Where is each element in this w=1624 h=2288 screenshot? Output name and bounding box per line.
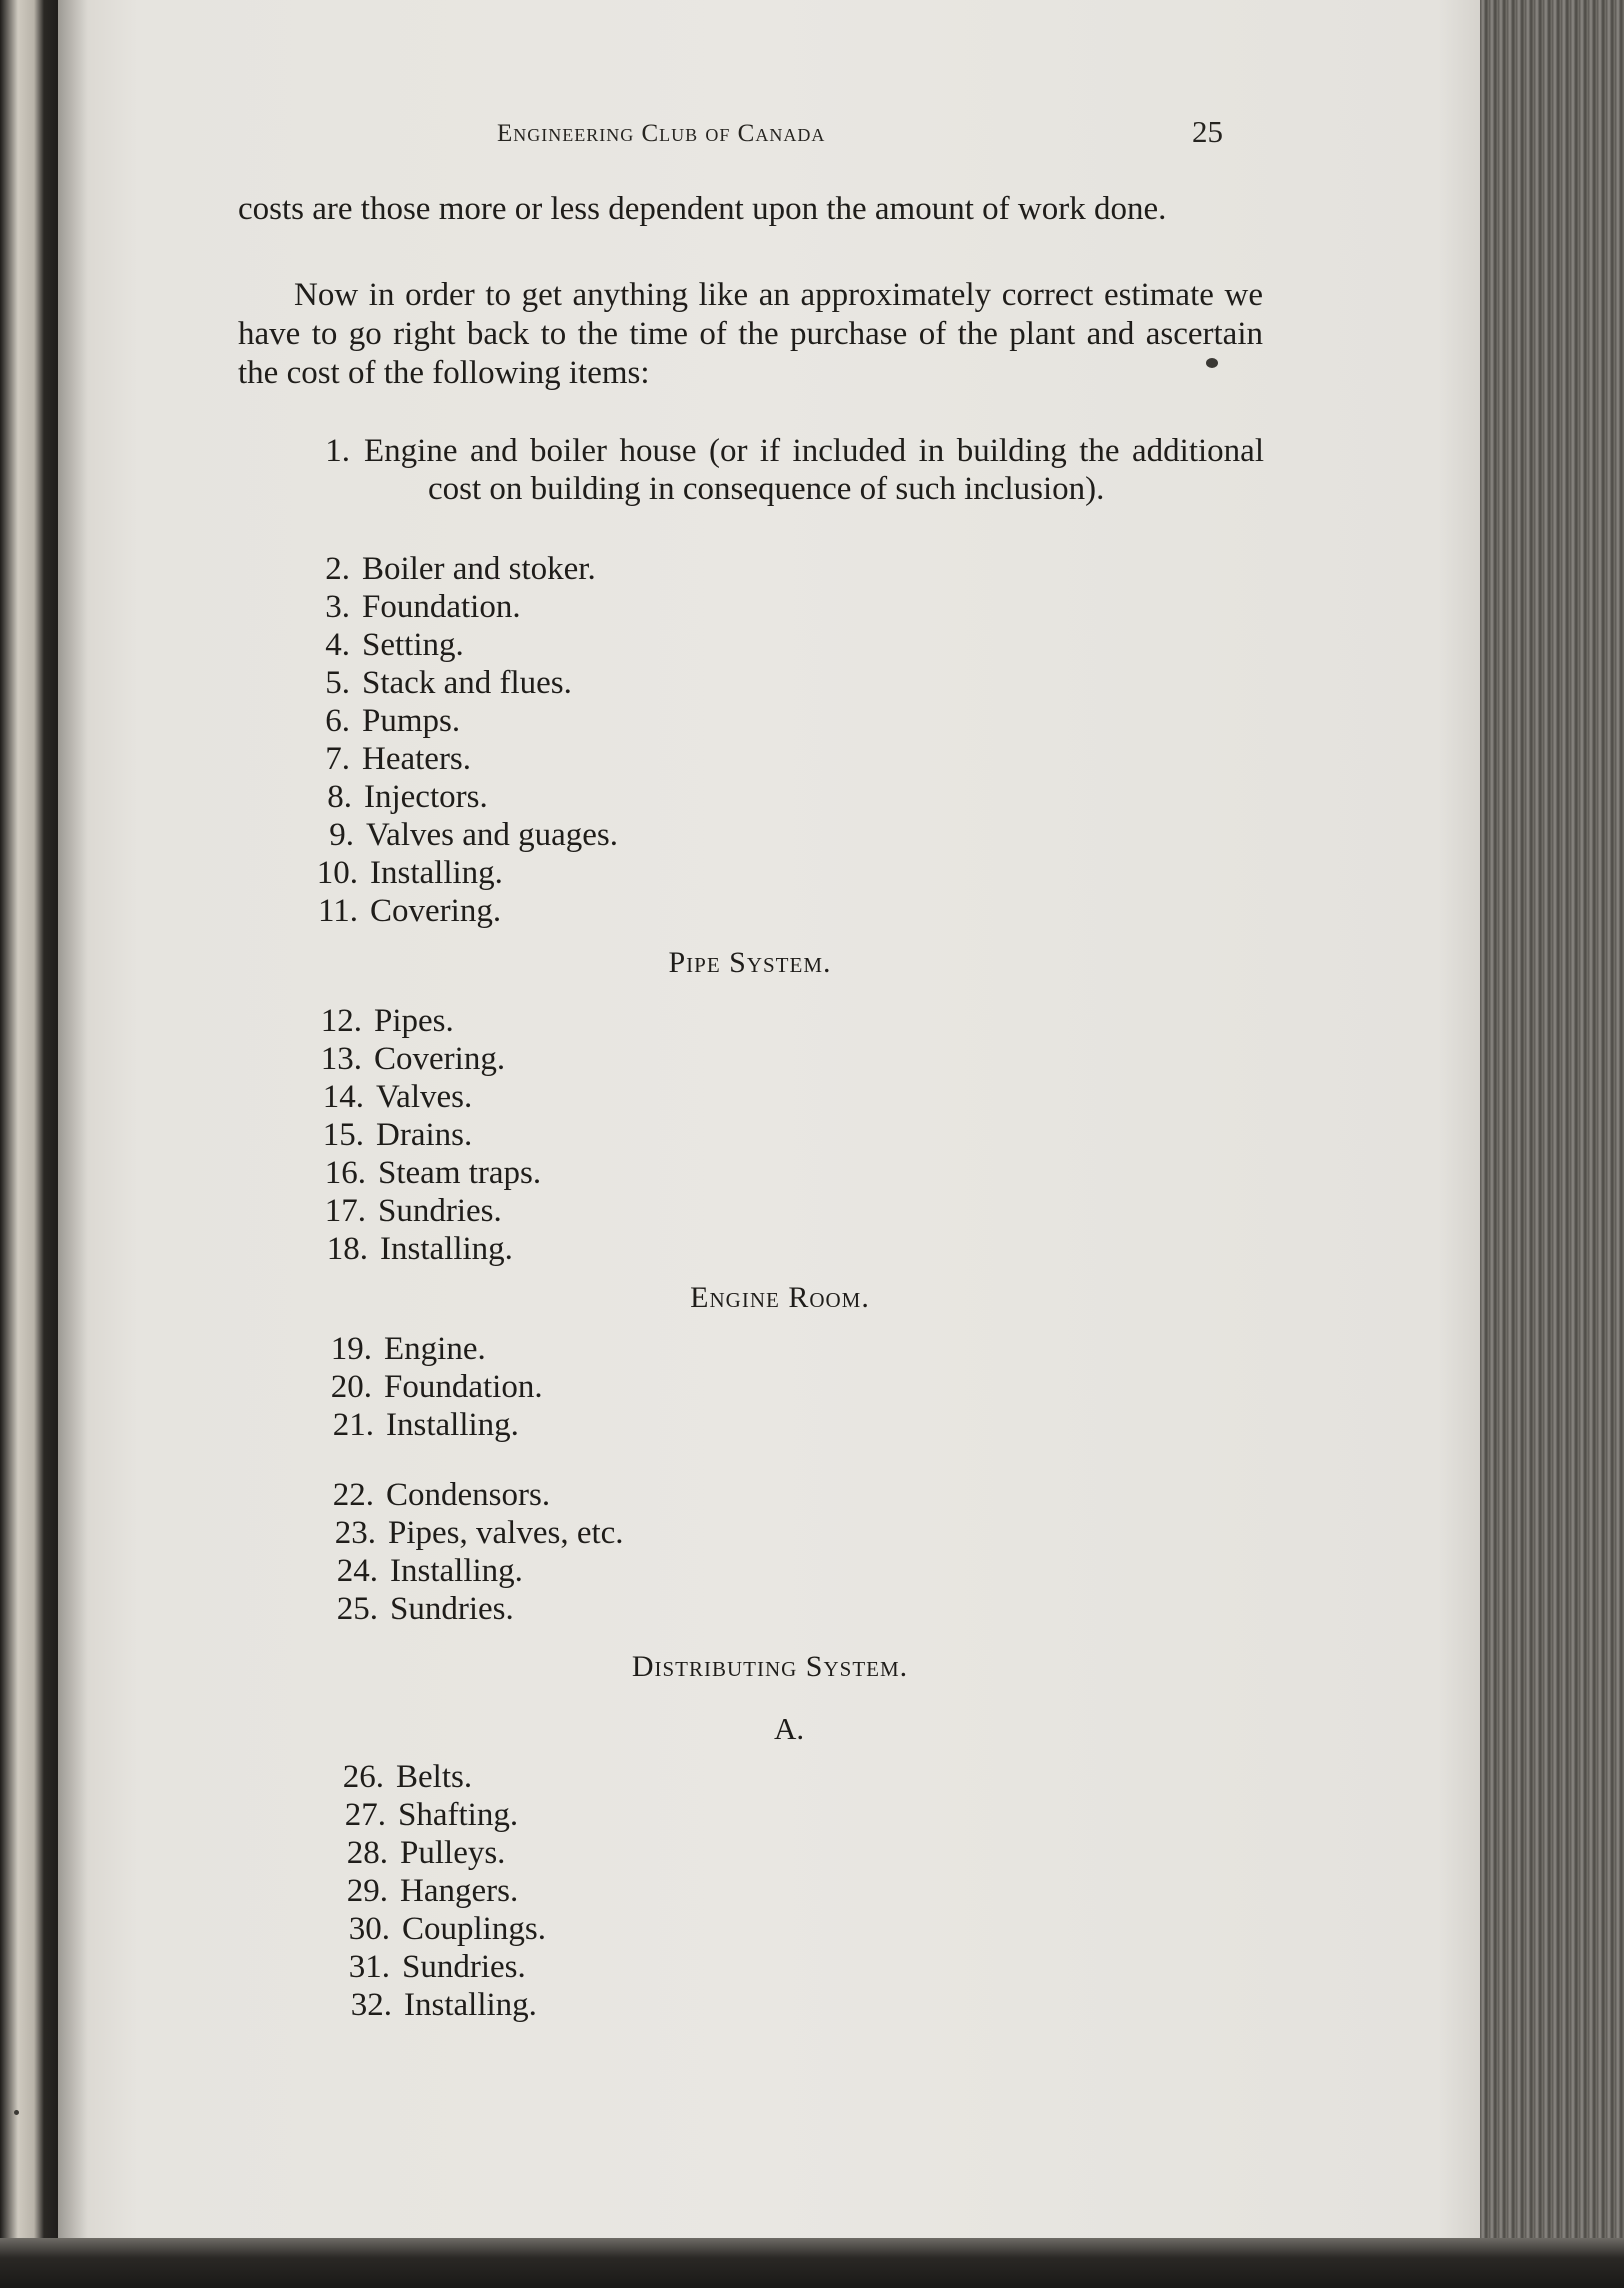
item-number: 2. [325, 551, 350, 587]
item-number: 32. [350, 1987, 392, 2023]
page-edges [1480, 0, 1624, 2288]
item-number: 1. [325, 433, 350, 469]
list-item [306, 1192, 502, 1230]
heading-distributing-system: Distributing System. [631, 1650, 909, 1683]
list-item [302, 1040, 505, 1078]
item-number: 10. [316, 855, 358, 891]
list-item [314, 432, 1264, 508]
item-number: 13. [320, 1041, 362, 1077]
item-text: Stack and flues. [362, 665, 572, 701]
item-number: 17. [324, 1193, 366, 1229]
item-number: 24. [336, 1553, 378, 1589]
item-text: Installing. [380, 1231, 513, 1267]
list-item [290, 588, 521, 626]
bottom-shadow [0, 2238, 1624, 2288]
item-number: 12. [320, 1003, 362, 1039]
page-number: 25 [1192, 114, 1223, 149]
running-head: Engineering Club of Canada [497, 120, 826, 147]
list-item [294, 816, 618, 854]
list-item [290, 550, 596, 588]
item-text: Drains. [376, 1117, 473, 1153]
list-item [314, 1406, 519, 1444]
item-text: Boiler and stoker. [362, 551, 596, 587]
list-item [306, 1154, 541, 1192]
list-item [318, 1552, 523, 1590]
list-item [328, 1872, 518, 1910]
item-text: Setting. [362, 627, 464, 663]
item-text: Pulleys. [400, 1835, 506, 1871]
list-item [314, 1476, 550, 1514]
item-text: Pipes, valves, etc. [388, 1515, 624, 1551]
item-text: Installing. [404, 1987, 537, 2023]
item-text: Steam traps. [378, 1155, 542, 1191]
item-number: 8. [327, 779, 352, 815]
item-text: Sundries. [378, 1193, 502, 1229]
list-item [316, 1514, 624, 1552]
item-number: 22. [332, 1477, 374, 1513]
item-number: 27. [344, 1797, 386, 1833]
item-text: Condensors. [386, 1477, 551, 1513]
item-number: 28. [346, 1835, 388, 1871]
list-item [308, 1230, 513, 1268]
list-item [324, 1758, 472, 1796]
item-text: Sundries. [402, 1949, 526, 1985]
item-number: 23. [334, 1515, 376, 1551]
item-text: Sundries. [390, 1591, 514, 1627]
list-item [298, 854, 503, 892]
item-text: Injectors. [364, 779, 488, 815]
item-text: Covering. [374, 1041, 506, 1077]
item-text: Heaters. [362, 741, 472, 777]
item-number: 20. [330, 1369, 372, 1405]
sub-heading-a: A. [774, 1711, 805, 1746]
item-number: 18. [326, 1231, 368, 1267]
item-number: 11. [317, 893, 358, 929]
item-number: 7. [325, 741, 350, 777]
item-number: 15. [322, 1117, 364, 1153]
item-number: 21. [332, 1407, 374, 1443]
list-item [290, 740, 471, 778]
list-item [298, 892, 501, 930]
list-item [292, 778, 488, 816]
list-item [330, 1910, 546, 1948]
heading-pipe-system: Pipe System. [668, 946, 832, 979]
ink-speck [1206, 358, 1218, 368]
item-text: Valves and guages. [366, 817, 619, 853]
item-text: Valves. [376, 1079, 473, 1115]
ink-speck [14, 2110, 19, 2115]
item-text: Covering. [370, 893, 502, 929]
item-number: 9. [329, 817, 354, 853]
item-number: 6. [325, 703, 350, 739]
item-text: Foundation. [384, 1369, 543, 1405]
item-text: Installing. [390, 1553, 523, 1589]
list-item [326, 1796, 518, 1834]
list-item [330, 1948, 526, 1986]
item-number: 4. [325, 627, 350, 663]
paragraph: costs are those more or less dependent upon the amount of work done. [238, 191, 1167, 227]
item-text: Foundation. [362, 589, 521, 625]
item-number: 26. [342, 1759, 384, 1795]
item-number: 16. [324, 1155, 366, 1191]
item-text: Hangers. [400, 1873, 519, 1909]
item-text: Pumps. [362, 703, 461, 739]
list-item [290, 664, 572, 702]
list-item [302, 1002, 454, 1040]
item-number: 31. [348, 1949, 390, 1985]
item-number: 3. [325, 589, 350, 625]
item-number: 29. [346, 1873, 388, 1909]
item-text: Shafting. [398, 1797, 519, 1833]
list-item [328, 1834, 505, 1872]
item-text: Belts. [396, 1759, 473, 1795]
item-text: Engine and boiler house (or if included in building the additional cost on building in consequence of such inclusion). [364, 433, 1264, 507]
item-text: Installing. [386, 1407, 519, 1443]
list-item [290, 626, 464, 664]
list-item [312, 1330, 486, 1368]
paragraph: Now in order to get anything like an approximately correct estimate we have to go right back to the time of the purchase of the plant and ascertain the cost of the following items: [238, 277, 1263, 391]
item-text: Installing. [370, 855, 503, 891]
item-number: 30. [348, 1911, 390, 1947]
item-number: 5. [325, 665, 350, 701]
left-page-edge [0, 0, 62, 2288]
item-text: Pipes. [374, 1003, 454, 1039]
list-item [312, 1368, 543, 1406]
item-text: Couplings. [402, 1911, 546, 1947]
item-text: Engine. [384, 1331, 486, 1367]
list-item [332, 1986, 537, 2024]
list-item [290, 702, 460, 740]
item-number: 14. [322, 1079, 364, 1115]
heading-engine-room: Engine Room. [690, 1281, 870, 1314]
list-item [304, 1078, 472, 1116]
item-number: 25. [336, 1591, 378, 1627]
item-number: 19. [330, 1331, 372, 1367]
list-item [304, 1116, 472, 1154]
list-item [318, 1590, 514, 1628]
